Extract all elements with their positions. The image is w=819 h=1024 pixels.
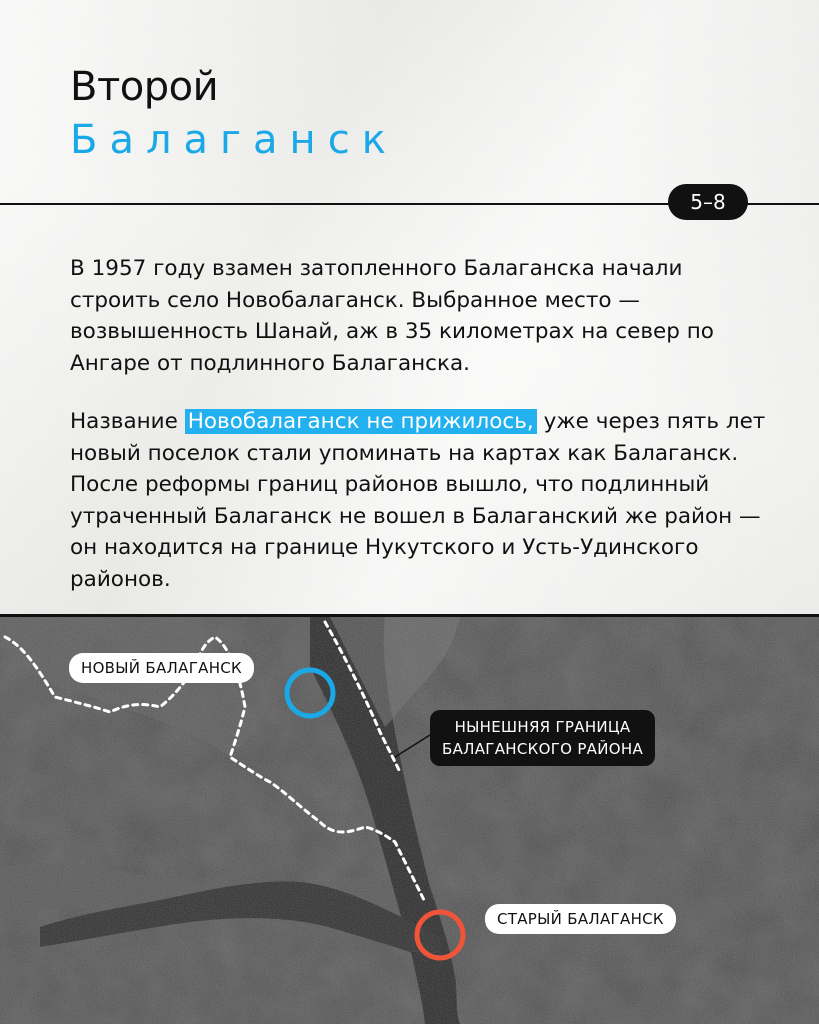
paragraph-intro: В 1957 году взамен затопленного Балаганска начали строить село Новобалаганск. Выбранное место — возвышенность Шанай, аж в 35 километрах на север по Ангаре от подлинного Балаганска. (70, 256, 714, 376)
page-indicator-badge: 5–8 (668, 184, 748, 220)
paragraph-text-after: уже через пять лет новый поселок стали упоминать на картах как Балаганск. После реформы границ районов вышло, что подлинный утраченный Балаганск не вошел в Балаганский же район — он находится на границе Нукутского и Усть-Удинского районов. (70, 409, 766, 592)
label-district-border (430, 710, 655, 766)
paragraph-name (70, 406, 770, 595)
page-title: Второй (70, 64, 219, 110)
label-district-border-text (442, 716, 643, 760)
satellite-map (0, 617, 819, 1024)
paragraph-text-before: Название (70, 409, 185, 434)
highlighted-phrase: Новобалаганск не прижилось, (185, 409, 537, 434)
page-subtitle: Балаганск (70, 117, 398, 163)
label-new-balagansk: НОВЫЙ БАЛАГАНСК (69, 653, 254, 683)
label-old-balagansk: СТАРЫЙ БАЛАГАНСК (485, 904, 676, 934)
label-border-line1: НЫНЕШНЯЯ ГРАНИЦА (454, 718, 631, 736)
label-border-line2: БАЛАГАНСКОГО РАЙОНА (442, 740, 644, 758)
